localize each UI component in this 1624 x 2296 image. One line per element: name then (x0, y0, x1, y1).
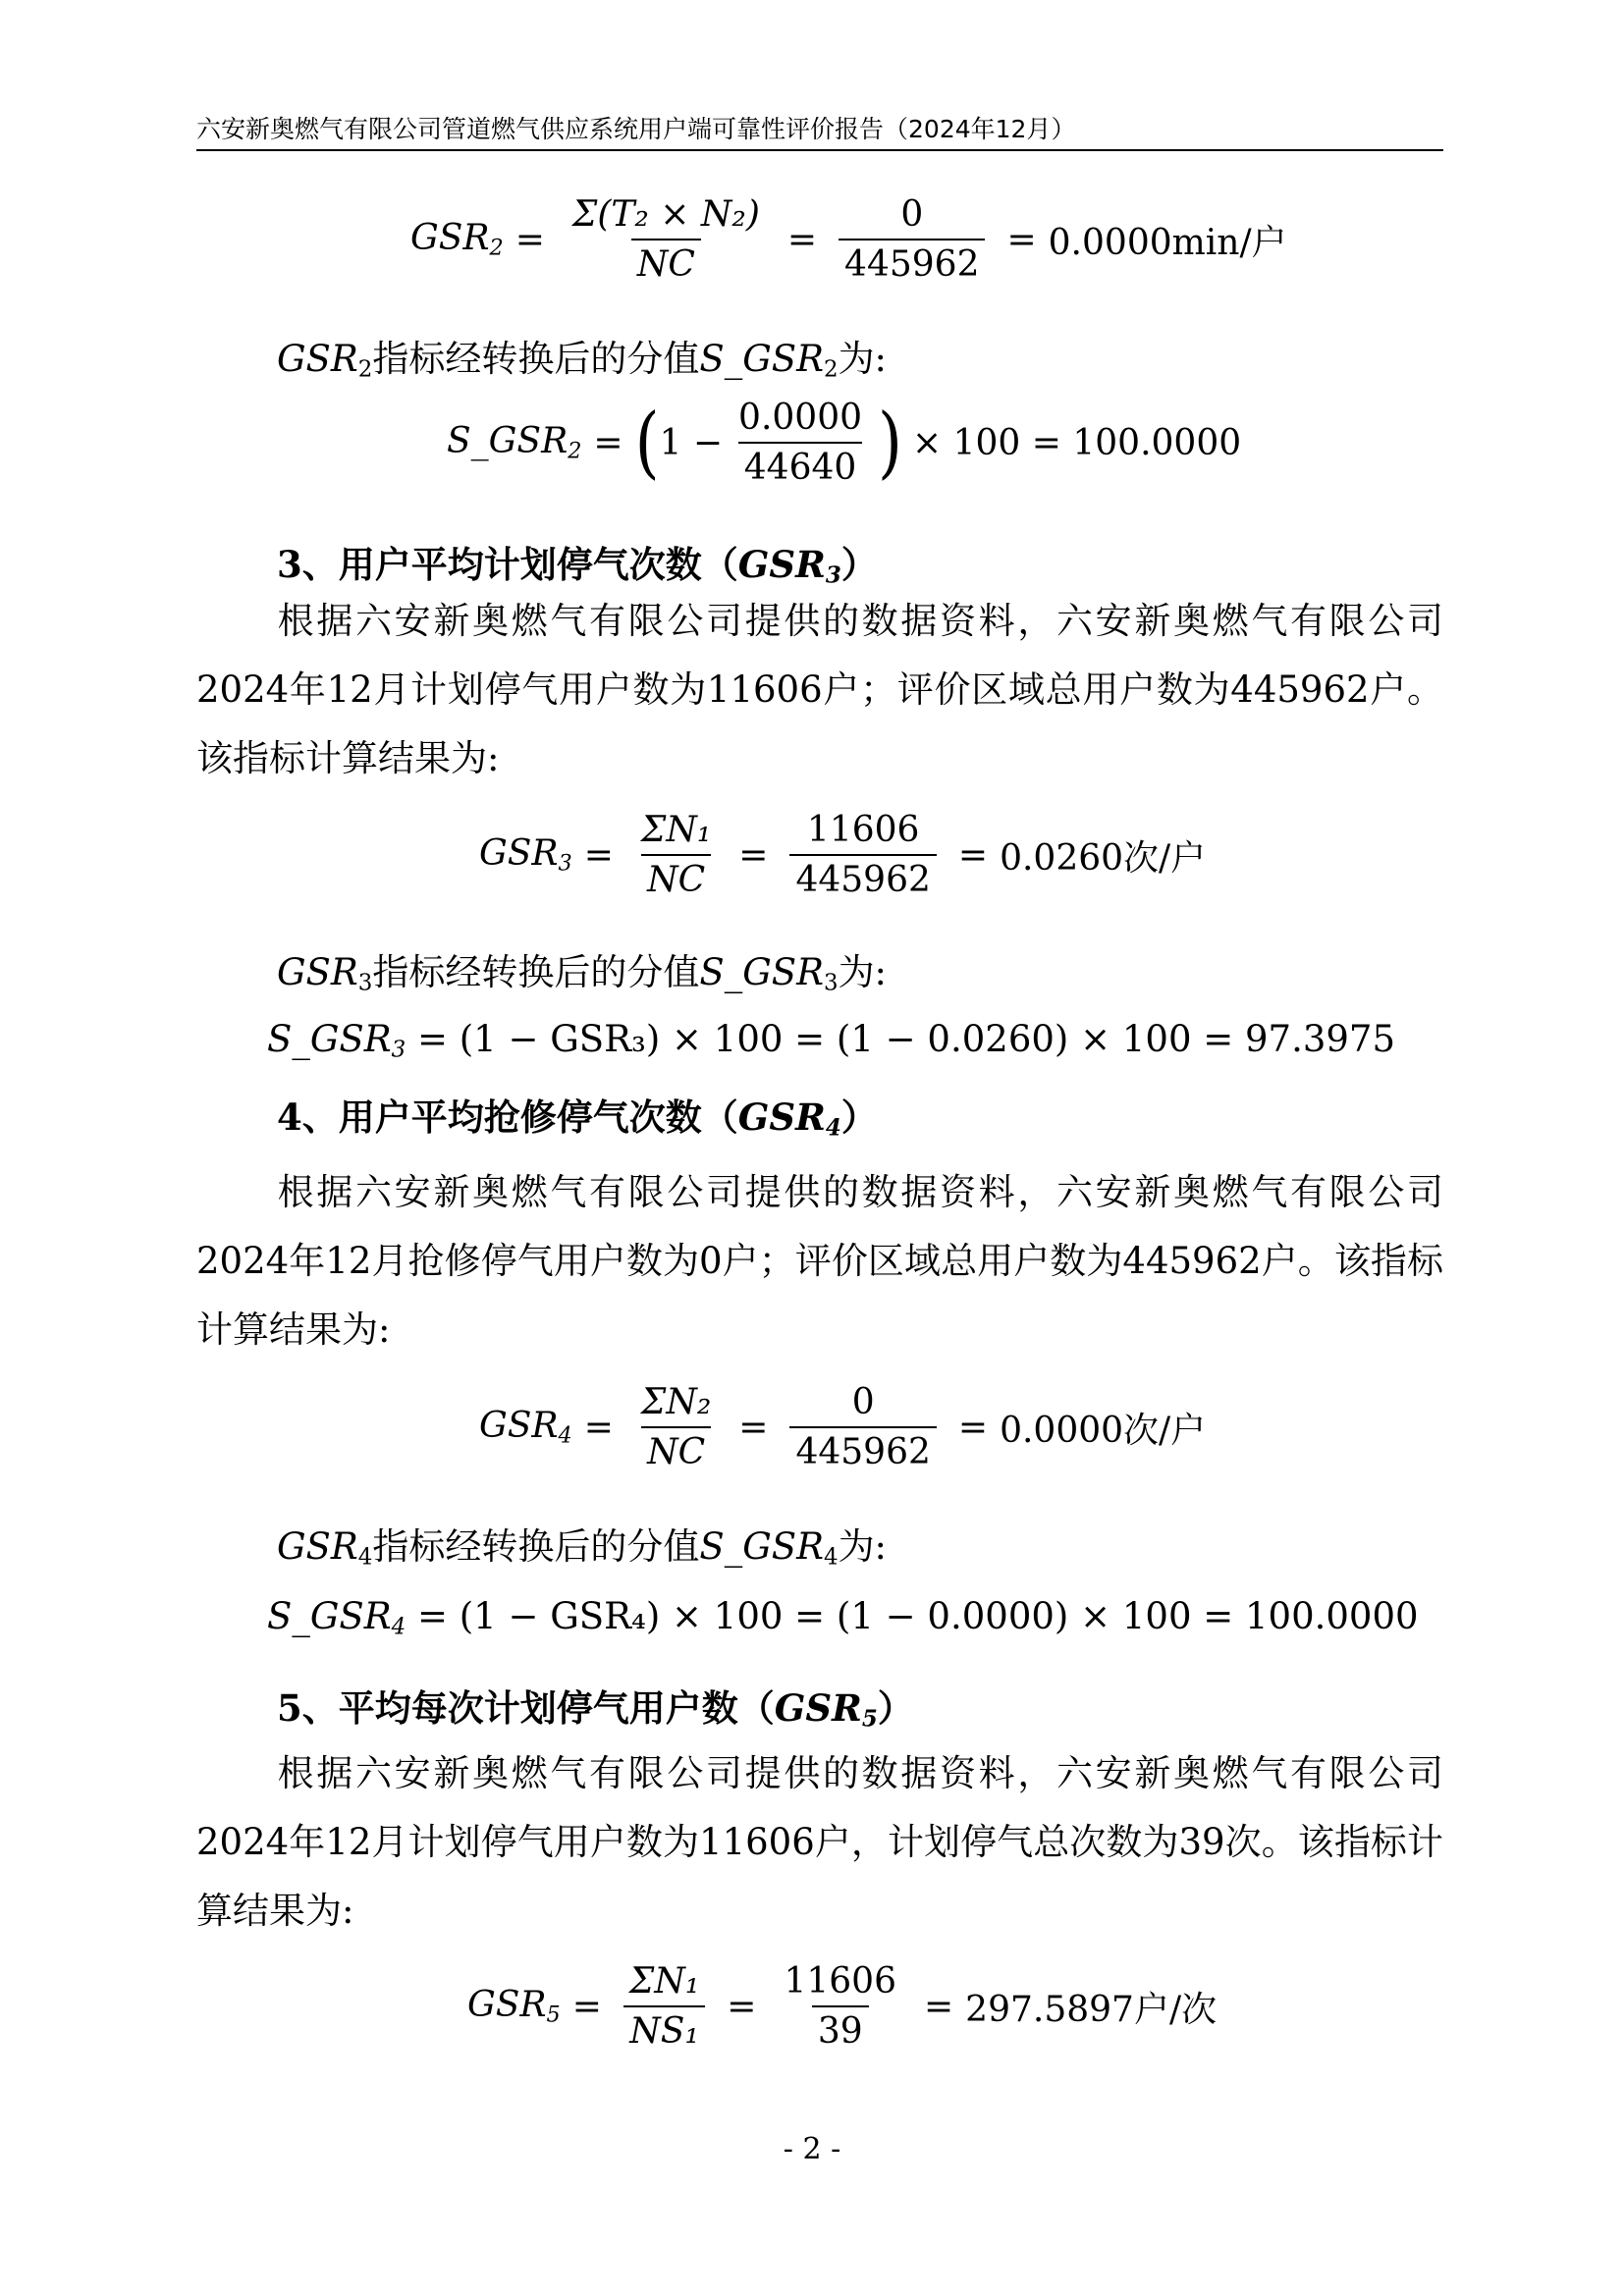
gsr5-formula: $GSR_5$ = $\frac{\text{ΣN₁}}{\text{NS₁}}$ = $\frac{11606}{39}$ = 297.5897户/次 (467, 1961, 1218, 2052)
header-divider (196, 149, 1443, 151)
gsr4-paragraph: 根据六安新奥燃气有限公司提供的数据资料，六安新奥燃气有限公司2024年12月抢修停气用户数为0户；评价区域总用户数为445962户。该指标计算结果为: (196, 1171, 1443, 1351)
gsr3-paragraph: 根据六安新奥燃气有限公司提供的数据资料，六安新奥燃气有限公司2024年12月计划停气用户数为11606户；评价区域总用户数为445962户。该指标计算结果为: (196, 600, 1443, 779)
gsr2-fraction: $\frac{\text{Σ(T₂ × N₂)}}{NC}$ (571, 194, 760, 285)
gsr4-score-intro: $GSR_4$指标经转换后的分值$S\_GSR_4$为: (277, 1525, 888, 1571)
gsr4-formula: $GSR_4$ = $\frac{\text{ΣN₂}}{NC}$ = $\frac{0}{445962}$ = 0.0000次/户 (479, 1382, 1207, 1472)
gsr5-heading: 5、平均每次计划停气用户数$(GSR_5)$ (277, 1686, 914, 1733)
gsr2-result: 0.0000min/户 (1048, 222, 1287, 263)
page-number: - 2 - (783, 2132, 841, 2166)
gsr3-formula: $GSR_3$ = $\frac{\text{ΣN₁}}{NC}$ = $\frac{11606}{445962}$ = 0.0260次/户 (479, 810, 1207, 900)
gsr2-score-formula: $S\_GSR_2$ = ( 1 − $\frac{0.0000}{44640}$ ) × 100 = 100.0000 (447, 397, 1242, 489)
gsr2-lhs: $GSR_2$ (410, 218, 504, 261)
gsr2-score-intro: $GSR_2$指标经转换后的分值$S\_GSR_2$为: (277, 338, 888, 383)
gsr3-score-formula: $S\_GSR_3 = (1 - GSR_3) \times 100 = (1 - 0.0260) \times 100 = 97.3975$ (267, 1018, 1396, 1063)
gsr3-score-intro: $GSR_3$指标经转换后的分值$S\_GSR_3$为: (277, 951, 888, 996)
gsr5-paragraph: 根据六安新奥燃气有限公司提供的数据资料，六安新奥燃气有限公司2024年12月计划停气用户数为11606户，计划停气总次数为39次。该指标计算结果为: (196, 1752, 1443, 1932)
running-header: 六安新奥燃气有限公司管道燃气供应系统用户端可靠性评价报告（2024年12月） (196, 115, 1076, 143)
gsr4-heading: 4、用户平均抢修停气次数$(GSR_4)$ (277, 1095, 878, 1142)
gsr4-score-formula: $S\_GSR_4 = (1 - GSR_4) \times 100 = (1 - 0.0000) \times 100 = 100.0000$ (267, 1595, 1419, 1640)
gsr2-formula: $GSR_2$ = $\frac{\text{Σ(T₂ × N₂)}}{NC}$ = $\frac{0}{445962}$ = 0.0000min/户 (410, 194, 1287, 285)
gsr2-value-fraction: $\frac{0}{445962}$ (839, 194, 985, 285)
gsr3-heading: 3、用户平均计划停气次数$(GSR_3)$ (277, 543, 878, 589)
